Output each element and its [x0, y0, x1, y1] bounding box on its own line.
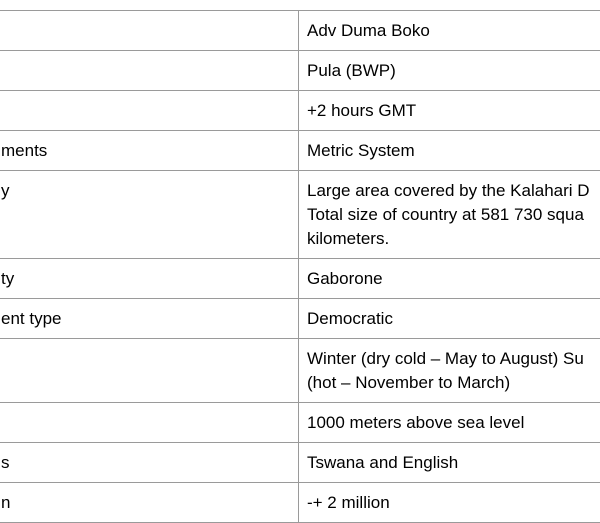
table-row [0, 443, 600, 483]
table-row [0, 259, 600, 299]
row-value-cell [299, 259, 600, 299]
row-value-line: (hot – November to March) [307, 371, 600, 395]
row-label: s [1, 451, 10, 475]
row-label-cell [0, 259, 299, 299]
row-value-cell [299, 11, 600, 51]
table-row [0, 299, 600, 339]
row-value-cell [299, 171, 600, 259]
row-value-line: Total size of country at 581 730 squa [307, 203, 600, 227]
row-label-cell [0, 483, 299, 523]
row-value-line: Large area covered by the Kalahari D [307, 179, 600, 203]
row-label-cell [0, 91, 299, 131]
row-value-cell [299, 403, 600, 443]
row-value-line: Adv Duma Boko [307, 19, 600, 43]
row-value-line: Democratic [307, 307, 600, 331]
row-label: ty [1, 267, 14, 291]
country-facts-table-container [0, 10, 600, 523]
row-label: n [1, 491, 10, 515]
table-body [0, 11, 600, 523]
row-label-cell [0, 51, 299, 91]
row-value-line: +2 hours GMT [307, 99, 600, 123]
row-label: ments [1, 139, 47, 163]
row-value-line: Metric System [307, 139, 600, 163]
row-value-line: 1000 meters above sea level [307, 411, 600, 435]
country-facts-table [0, 10, 600, 523]
table-row [0, 91, 600, 131]
row-value-line: Gaborone [307, 267, 600, 291]
row-value-line: -+ 2 million [307, 491, 600, 515]
row-value-cell [299, 299, 600, 339]
row-value-cell [299, 91, 600, 131]
row-label-cell [0, 131, 299, 171]
row-label: ent type [1, 307, 62, 331]
table-row [0, 483, 600, 523]
row-value-cell [299, 131, 600, 171]
table-row [0, 131, 600, 171]
table-row [0, 11, 600, 51]
row-label-cell [0, 11, 299, 51]
row-value-cell [299, 483, 600, 523]
row-label-cell [0, 339, 299, 403]
row-label-cell [0, 443, 299, 483]
table-row [0, 403, 600, 443]
row-label-cell [0, 171, 299, 259]
row-label-cell [0, 299, 299, 339]
table-row [0, 339, 600, 403]
row-value-line: Tswana and English [307, 451, 600, 475]
row-value-cell [299, 443, 600, 483]
row-value-cell [299, 339, 600, 403]
table-row [0, 171, 600, 259]
table-row [0, 51, 600, 91]
row-value-line: Pula (BWP) [307, 59, 600, 83]
row-value-line: kilometers. [307, 227, 600, 251]
row-value-line: Winter (dry cold – May to August) Su [307, 347, 600, 371]
row-label-cell [0, 403, 299, 443]
row-value-cell [299, 51, 600, 91]
row-label: y [1, 179, 10, 203]
